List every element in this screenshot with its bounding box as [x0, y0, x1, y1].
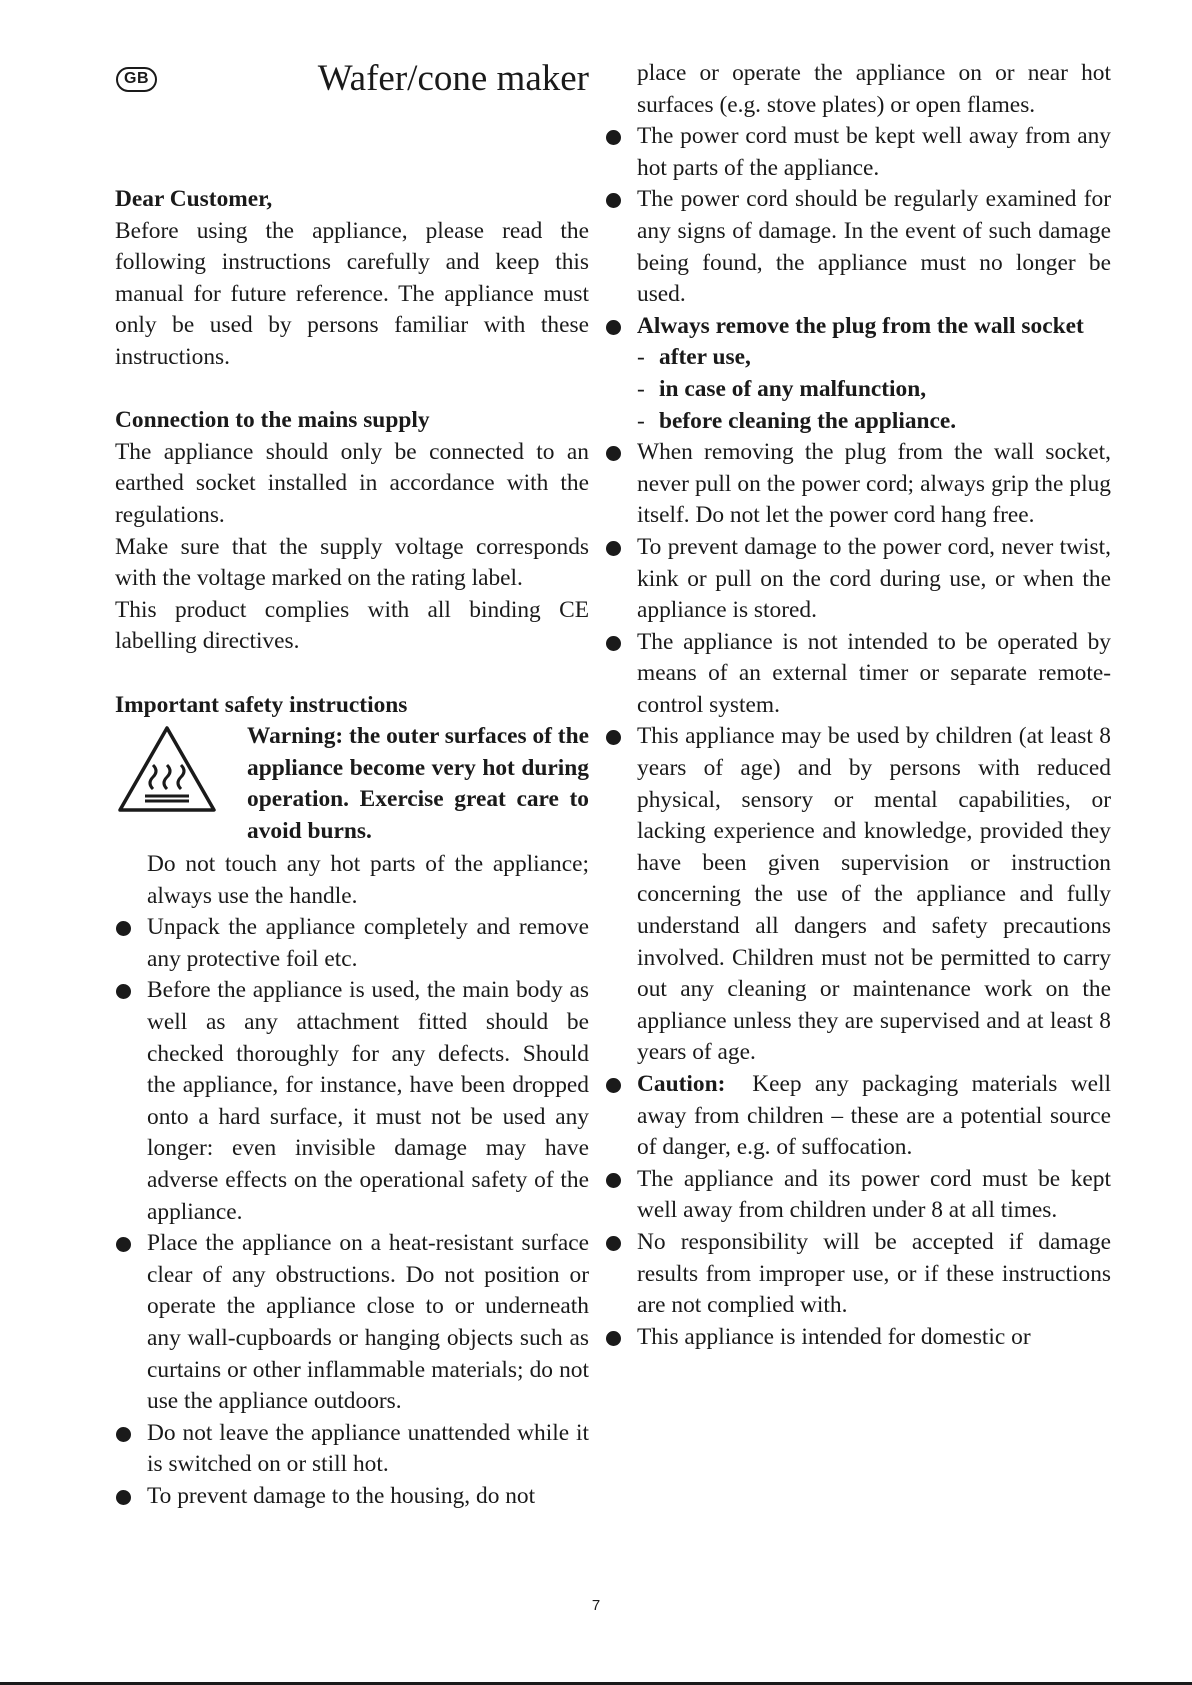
list-item: The appliance and its power cord must be kept well away from children under 8 at all times. — [605, 1164, 1111, 1227]
list-item: Do not leave the appliance unattended while it is switched on or still hot. — [115, 1418, 589, 1481]
list-item: To prevent damage to the power cord, never twist, kink or pull on the cord during use, or when the appliance is stored. — [605, 532, 1111, 627]
page-title: Wafer/cone maker — [317, 58, 589, 99]
caution-label: Caution: — [637, 1071, 726, 1097]
safety-list-right — [637, 121, 1111, 1353]
left-column — [115, 58, 589, 1513]
unplug-item — [605, 311, 1111, 437]
caution-text: Keep any packaging materials well away from children – these are a potential source of danger, e.g. of suffocation. — [637, 1071, 1111, 1161]
list-item: The power cord should be regularly examined for any signs of damage. In the event of such damage being found, the appliance must no longer be used. — [605, 184, 1111, 310]
mains-paragraph: The appliance should only be connected to an earthed socket installed in accordance with the regulations. — [115, 438, 589, 528]
unplug-lead: Always remove the plug from the wall socket — [637, 312, 1084, 339]
safety-heading: Important safety instructions — [115, 691, 408, 718]
salutation: Dear Customer, — [115, 186, 273, 212]
list-item: Unpack the appliance completely and remove any protective foil etc. — [115, 912, 589, 975]
list-item: The appliance is not intended to be operated by means of an external timer or separate remote-control system. — [605, 627, 1111, 722]
unplug-subitem: - before cleaning the appliance. — [637, 407, 957, 434]
language-badge: GB — [116, 67, 157, 92]
mains-heading: Connection to the mains supply — [115, 407, 430, 434]
list-item: No responsibility will be accepted if damage results from improper use, or if these instructions are not complied with. — [605, 1227, 1111, 1322]
mains-paragraph: This product complies with all binding CE labelling directives. — [115, 596, 589, 655]
warning-followup: Do not touch any hot parts of the appliance; always use the handle. — [147, 851, 589, 909]
safety-list-left — [115, 912, 589, 1512]
list-item: This appliance is intended for domestic or — [605, 1322, 1111, 1354]
list-item: When removing the plug from the wall socket, never pull on the power cord; always grip the plug itself. Do not let the power cord hang free. — [605, 437, 1111, 532]
caution-item — [605, 1069, 1111, 1164]
unplug-subitem: - in case of any malfunction, — [637, 375, 927, 402]
page-number: 7 — [591, 1597, 601, 1614]
continuation-text: place or operate the appliance on or near hot surfaces (e.g. stove plates) or open flames. — [637, 60, 1111, 118]
hot-surface-warning-icon — [115, 721, 247, 849]
list-item: This appliance may be used by children (at least 8 years of age) and by persons with reduced physical, sensory or mental capabilities, or lacking experience and knowledge, provided they have been given supervision or instruction concerning the use of the appliance and fully understand all dangers and safety precautions involved. Children must not be permitted to carry out any cleaning or maintenance work on the appliance unless they are supervised and at least 8 years of age. — [605, 721, 1111, 1069]
right-column — [637, 58, 1111, 1353]
unplug-subitem: - after use, — [637, 344, 751, 371]
list-item: To prevent damage to the housing, do not — [115, 1481, 589, 1513]
warning-text: Warning: the outer surfaces of the appliance become very hot during operation. Exercise great care to avoid burns. — [247, 723, 589, 844]
mains-paragraph: Make sure that the supply voltage corresponds with the voltage marked on the rating label. — [115, 533, 589, 592]
intro-paragraph: Before using the appliance, please read the following instructions carefully and keep this manual for future reference. The appliance must only be used by persons familiar with these instructions. — [115, 217, 589, 370]
list-item: Place the appliance on a heat-resistant surface clear of any obstructions. Do not position or operate the appliance close to or underneath any wall-cupboards or hanging objects such as curtains or other inflammable materials; do not use the appliance outdoors. — [115, 1228, 589, 1418]
warning-block — [115, 721, 589, 849]
list-item: The power cord must be kept well away from any hot parts of the appliance. — [605, 121, 1111, 184]
list-item: Before the appliance is used, the main body as well as any attachment fitted should be checked thoroughly for any defects. Should the appliance, for instance, have been dropped onto a hard surface, it must not be used any longer: even invisible damage may have adverse effects on the operational safety of the appliance. — [115, 975, 589, 1228]
